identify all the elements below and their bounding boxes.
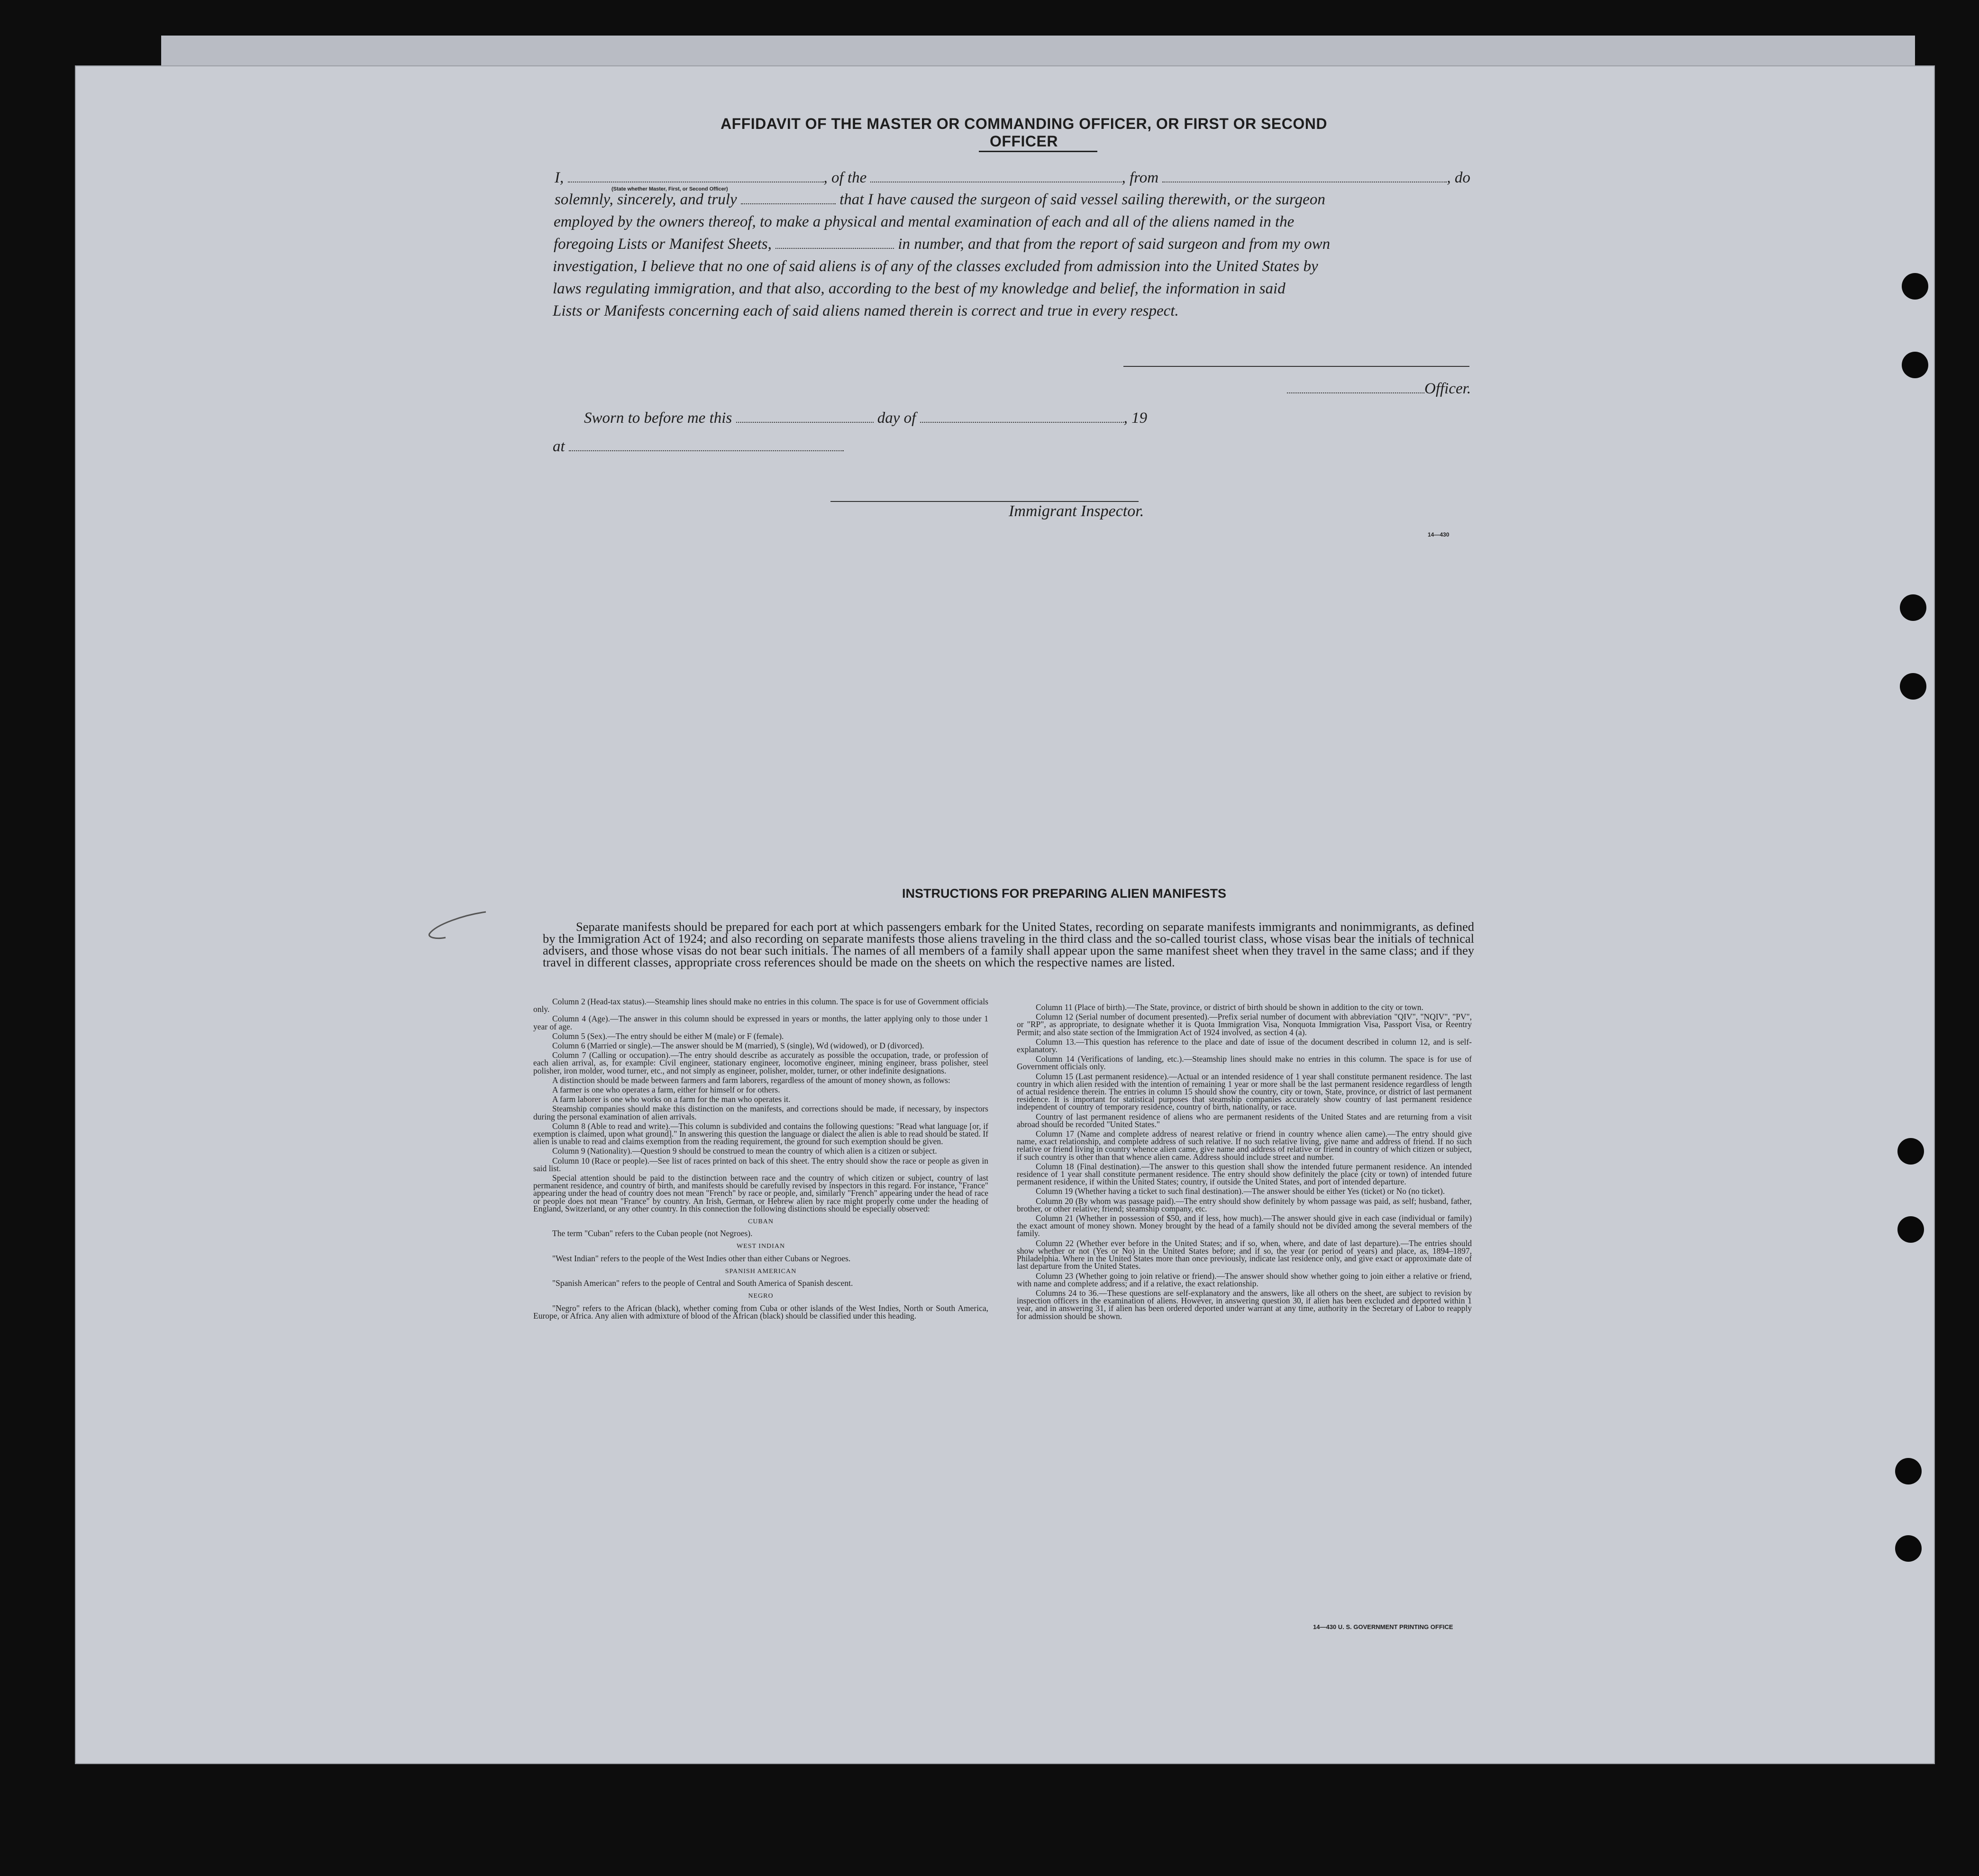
text-solemnly: solemnly, sincerely, and truly [555, 191, 737, 208]
pencil-mark [427, 910, 488, 950]
manifest-sheet [76, 66, 1934, 1763]
officer-name-field[interactable] [1287, 390, 1424, 393]
text-foregoing: foregoing Lists or Manifest Sheets, [554, 236, 772, 253]
sworn-month-field[interactable] [920, 419, 1124, 423]
affidavit-line-4 [554, 236, 1330, 253]
instruction-paragraph: Columns 24 to 36.—These questions are self-explanatory and the answers, like all others on the sheet, are subject to revision by inspection officers in the examination of aliens. However, in answering question 30, if alien has been excluded and deported within 1 year, and in answering 31, if alien has been ordered deported under warrant at any time, authority in the Secretary of Labor to reapply for admission should be shown. [1017, 1288, 1472, 1321]
form-number: 14—430 [1428, 531, 1450, 538]
sworn-place-field[interactable] [569, 447, 844, 451]
instruction-paragraph: Column 18 (Final destination).—The answer to this question shall show the intended future permanent residence. An intended residence of 1 year shall constitute permanent residence. The entry should show definitely the place (city or town) of intended future permanent residence, if within the United States; country, if outside the United States, and port of intended departure. [1017, 1161, 1472, 1187]
instruction-paragraph: Column 6 (Married or single).—The answer should be M (married), S (single), Wd (widowed), or D (divorced). [552, 1041, 924, 1051]
instructions-intro: Separate manifests should be prepared for each port at which passengers embark for the United States, recording on separate manifests immigrants and nonimmigrants, as defined by the Immigration Act of 1924; and also recording on separate manifests those aliens traveling in the third class and the so-called tourist class, whose visas bear the initials of technical advisers, and those whose visas do not bear such initials. The names of all members of a family shall appear upon the same manifest sheet when they travel in the same class; and if they travel in different classes, appropriate cross references should be made on the sheets on which the respective names are listed. [543, 920, 1474, 969]
instruction-paragraph: Column 19 (Whether having a ticket to such final destination).—The answer should be either Yes (ticket) or No (no ticket). [1036, 1186, 1445, 1196]
instruction-paragraph: Column 4 (Age).—The answer in this column should be expressed in years or months, the latter applying only to those under 1 year of age. [533, 1014, 988, 1031]
affidavit-line-5: investigation, I believe that no one of said aliens is of any of the classes excluded from admission into the United States by [553, 258, 1318, 275]
sworn-day-field[interactable] [736, 419, 874, 423]
sworn-line [584, 410, 1147, 427]
instruction-paragraph: The term "Cuban" refers to the Cuban people (not Negroes). [552, 1229, 753, 1239]
instruction-paragraph: Column 10 (Race or people).—See list of races printed on back of this sheet. The entry should show the race or people as given in said list. [533, 1156, 988, 1173]
instruction-paragraph: "Spanish American" refers to the people of Central and South America of Spanish descent. [552, 1278, 853, 1288]
heading-negro: NEGRO [748, 1293, 774, 1300]
instructions-left-column [533, 998, 988, 1321]
punch-hole [1902, 273, 1928, 300]
instruction-paragraph: Column 17 (Name and complete address of nearest relative or friend in country whence alien came).—The entry should give name, exact relationship, and complete address of such relative. If no such relative living, give name and address of friend. If no such relative or friend living in country whence alien came, give name and address of relative or friend in country of which citizen or subject, if such country is other than that whence alien came. Address should include street and number. [1017, 1129, 1472, 1162]
text-year-prefix: , 19 [1123, 410, 1148, 427]
affidavit-line-6: laws regulating immigration, and that also, according to the best of my knowledge and belief, the information in said [553, 280, 1286, 297]
punch-hole [1895, 1535, 1922, 1562]
instruction-paragraph: Column 5 (Sex).—The entry should be either M (male) or F (female). [552, 1031, 784, 1041]
punch-hole [1897, 1216, 1924, 1243]
instruction-paragraph: Column 20 (By whom was passage paid).—The entry should show definitely by whom passage was paid, as self; husband, father, brother, or other relative; friend; steamship company, etc. [1017, 1196, 1472, 1213]
text-i: I, [555, 169, 564, 186]
instruction-paragraph: Column 14 (Verifications of landing, etc.).—Steamship lines should make no entries in this column. The space is for use of Government officials only. [1017, 1054, 1472, 1072]
instruction-paragraph: Column 13.—This question has reference to the place and date of issue of the document described in column 12, and is self-explanatory. [1017, 1037, 1472, 1055]
instruction-paragraph: Column 2 (Head-tax status).—Steamship lines should make no entries in this column. The space is for use of Government officials only. [533, 997, 988, 1014]
heading-west-indian: WEST INDIAN [736, 1243, 785, 1250]
instruction-paragraph: Column 12 (Serial number of document presented).—Prefix serial number of document with abbreviation "QIV", "NQIV", "PV", or "RP", as appropriate, to designate whether it is Quota Immigration Visa, Nonquota Immigration Visa, Passport Visa, or Reentry Permit; and also state section of the Immigration Act of 1924 involved, as section 4 (a). [1017, 1012, 1472, 1037]
officer-line [1287, 380, 1471, 398]
instruction-paragraph: "Negro" refers to the African (black), whether coming from Cuba or other islands of the West Indies, North or South America, Europe, or Africa. Any alien with admixture of blood of the African (black) should be classified under this heading. [533, 1303, 988, 1320]
instruction-paragraph: Column 23 (Whether going to join relative or friend).—The answer should show whether going to join either a relative or friend, with name and complete address; and if a relative, the exact relationship. [1017, 1271, 1472, 1288]
printer-imprint: 14—430 U. S. GOVERNMENT PRINTING OFFICE [1313, 1623, 1453, 1630]
at-line [553, 438, 844, 455]
title-rule [979, 151, 1097, 152]
port-from-field[interactable] [1162, 179, 1447, 182]
state-officer-note: (State whether Master, First, or Second Officer) [611, 186, 728, 192]
vessel-name-field[interactable] [870, 179, 1122, 182]
instruction-paragraph: "West Indian" refers to the people of the West Indies other than either Cubans or Negroes. [552, 1253, 851, 1263]
text-in-number: in number, and that from the report of said surgeon and from my own [898, 236, 1331, 253]
text-at: at [553, 438, 565, 455]
affidavit-title: AFFIDAVIT OF THE MASTER OR COMMANDING OFFICER, OR FIRST OR SECOND OFFICER [720, 115, 1327, 150]
inspector-signature-line[interactable] [830, 501, 1139, 502]
affidavit-line-7: Lists or Manifests concerning each of said aliens named therein is correct and true in every respect. [553, 302, 1179, 319]
instruction-paragraph: A farmer is one who operates a farm, either for himself or for others. [552, 1085, 780, 1095]
instruction-paragraph: Column 22 (Whether ever before in the United States; and if so, when, where, and date of last departure).—The entries should show whether or not (Yes or No) in the United States before; and if so, the year (or period of years) and place, as, 1894–1897, Philadelphia. Where in the United States more than once previously, indicate last residence only, and give exact or approximate date of last departure from the United States. [1017, 1238, 1472, 1271]
text-day-of: day of [877, 410, 916, 427]
instructions-title: INSTRUCTIONS FOR PREPARING ALIEN MANIFESTS [902, 886, 1227, 901]
instruction-paragraph: Column 15 (Last permanent residence).—Actual or an intended residence of 1 year shall constitute permanent residence. The last country in which alien resided with the intention of remaining 1 year or more shall be the last permanent residence regardless of length of actual residence therein. The entries in column 15 should show the country, city or town, State, province, or district of last permanent residence. It is important for statistical purposes that steamship companies accurately show country of last permanent residence independent of country of temporary residence, country of birth, nationality, or race. [1017, 1071, 1472, 1112]
instruction-paragraph: Column 8 (Able to read and write).—This column is subdivided and contains the following questions: "Read what language [or, if exemption is claimed, upon what ground]." In answering this question the language or dialect the alien is able to read should be stated. If alien is unable to read and claims exemption from the reading requirement, the ground for such exemption should be given. [533, 1121, 988, 1147]
punch-hole [1900, 673, 1926, 700]
officer-label: Officer. [1424, 380, 1471, 397]
inspector-label: Immigrant Inspector. [1009, 502, 1144, 520]
punch-hole [1902, 352, 1928, 378]
instruction-paragraph: Country of last permanent residence of aliens who are permanent residents of the United States and are returning from a visit abroad should be recorded "United States." [1017, 1111, 1472, 1129]
text-of-the: , of the [823, 169, 867, 186]
officer-signature-line[interactable] [1123, 366, 1469, 367]
affidavit-line-3: employed by the owners thereof, to make a physical and mental examination of each and all of the aliens named in the [554, 213, 1295, 230]
text-do: , do [1447, 169, 1470, 186]
instruction-paragraph: Steamship companies should make this distinction on the manifests, and corrections should be made, if necessary, by inspectors during the personal examination of alien arrivals. [533, 1104, 988, 1121]
heading-cuban: CUBAN [748, 1218, 774, 1226]
instruction-paragraph: Column 21 (Whether in possession of $50, and if less, how much).—The answer should give in each case (individual or family) the exact amount of money shown. Money brought by the head of a family should not be divided among the several members of the family. [1017, 1213, 1472, 1239]
instructions-right-column [1017, 1003, 1472, 1322]
instruction-paragraph: Column 11 (Place of birth).—The State, province, or district of birth should be shown in addition to the city or town. [1036, 1002, 1423, 1012]
punch-hole [1895, 1458, 1922, 1484]
affidavit-line-2 [555, 191, 1325, 209]
sheet-count-field[interactable] [775, 245, 894, 249]
punch-hole [1897, 1138, 1924, 1165]
officer-rank-field[interactable] [568, 179, 824, 182]
text-surgeon: that I have caused the surgeon of said vessel sailing therewith, or the surgeon [839, 191, 1325, 208]
instruction-paragraph: A distinction should be made between farmers and farm laborers, regardless of the amount of money shown, as follows: [552, 1075, 950, 1085]
instruction-paragraph: A farm laborer is one who works on a farm for the man who operates it. [552, 1094, 791, 1104]
instruction-paragraph: Column 9 (Nationality).—Question 9 should be construed to mean the country of which alien is a citizen or subject. [552, 1146, 937, 1156]
heading-spanish-american: SPANISH AMERICAN [725, 1267, 797, 1275]
punch-hole [1900, 594, 1926, 621]
oath-field[interactable] [741, 200, 836, 204]
instruction-paragraph: Column 7 (Calling or occupation).—The entry should describe as accurately as possible the occupation, trade, or profession of each alien arrival, as, for example: Civil engineer, stationary engineer, locomotive engineer, mining engineer, brass polisher, steel polisher, iron molder, wood turner, etc., and not simply as engineer, polisher, molder, turner, or other indefinite designations. [533, 1050, 988, 1075]
instruction-paragraph: Special attention should be paid to the distinction between race and the country of which citizen or subject, country of last permanent residence, and country of birth, and manifests should be carefully revised by inspectors in this regard. For instance, "France" appearing under the head of country does not mean "French" by race or people, and, similarly "French" appearing under the head of race or people does not mean "France" by country. An Irish, German, or Hebrew alien by race might properly come under the heading of England, Switzerland, or any other country. In this connection the following distinctions should be especially observed: [533, 1173, 988, 1213]
text-from: , from [1122, 169, 1159, 186]
text-sworn: Sworn to before me this [584, 410, 732, 427]
affidavit-line-1 [555, 169, 1470, 187]
